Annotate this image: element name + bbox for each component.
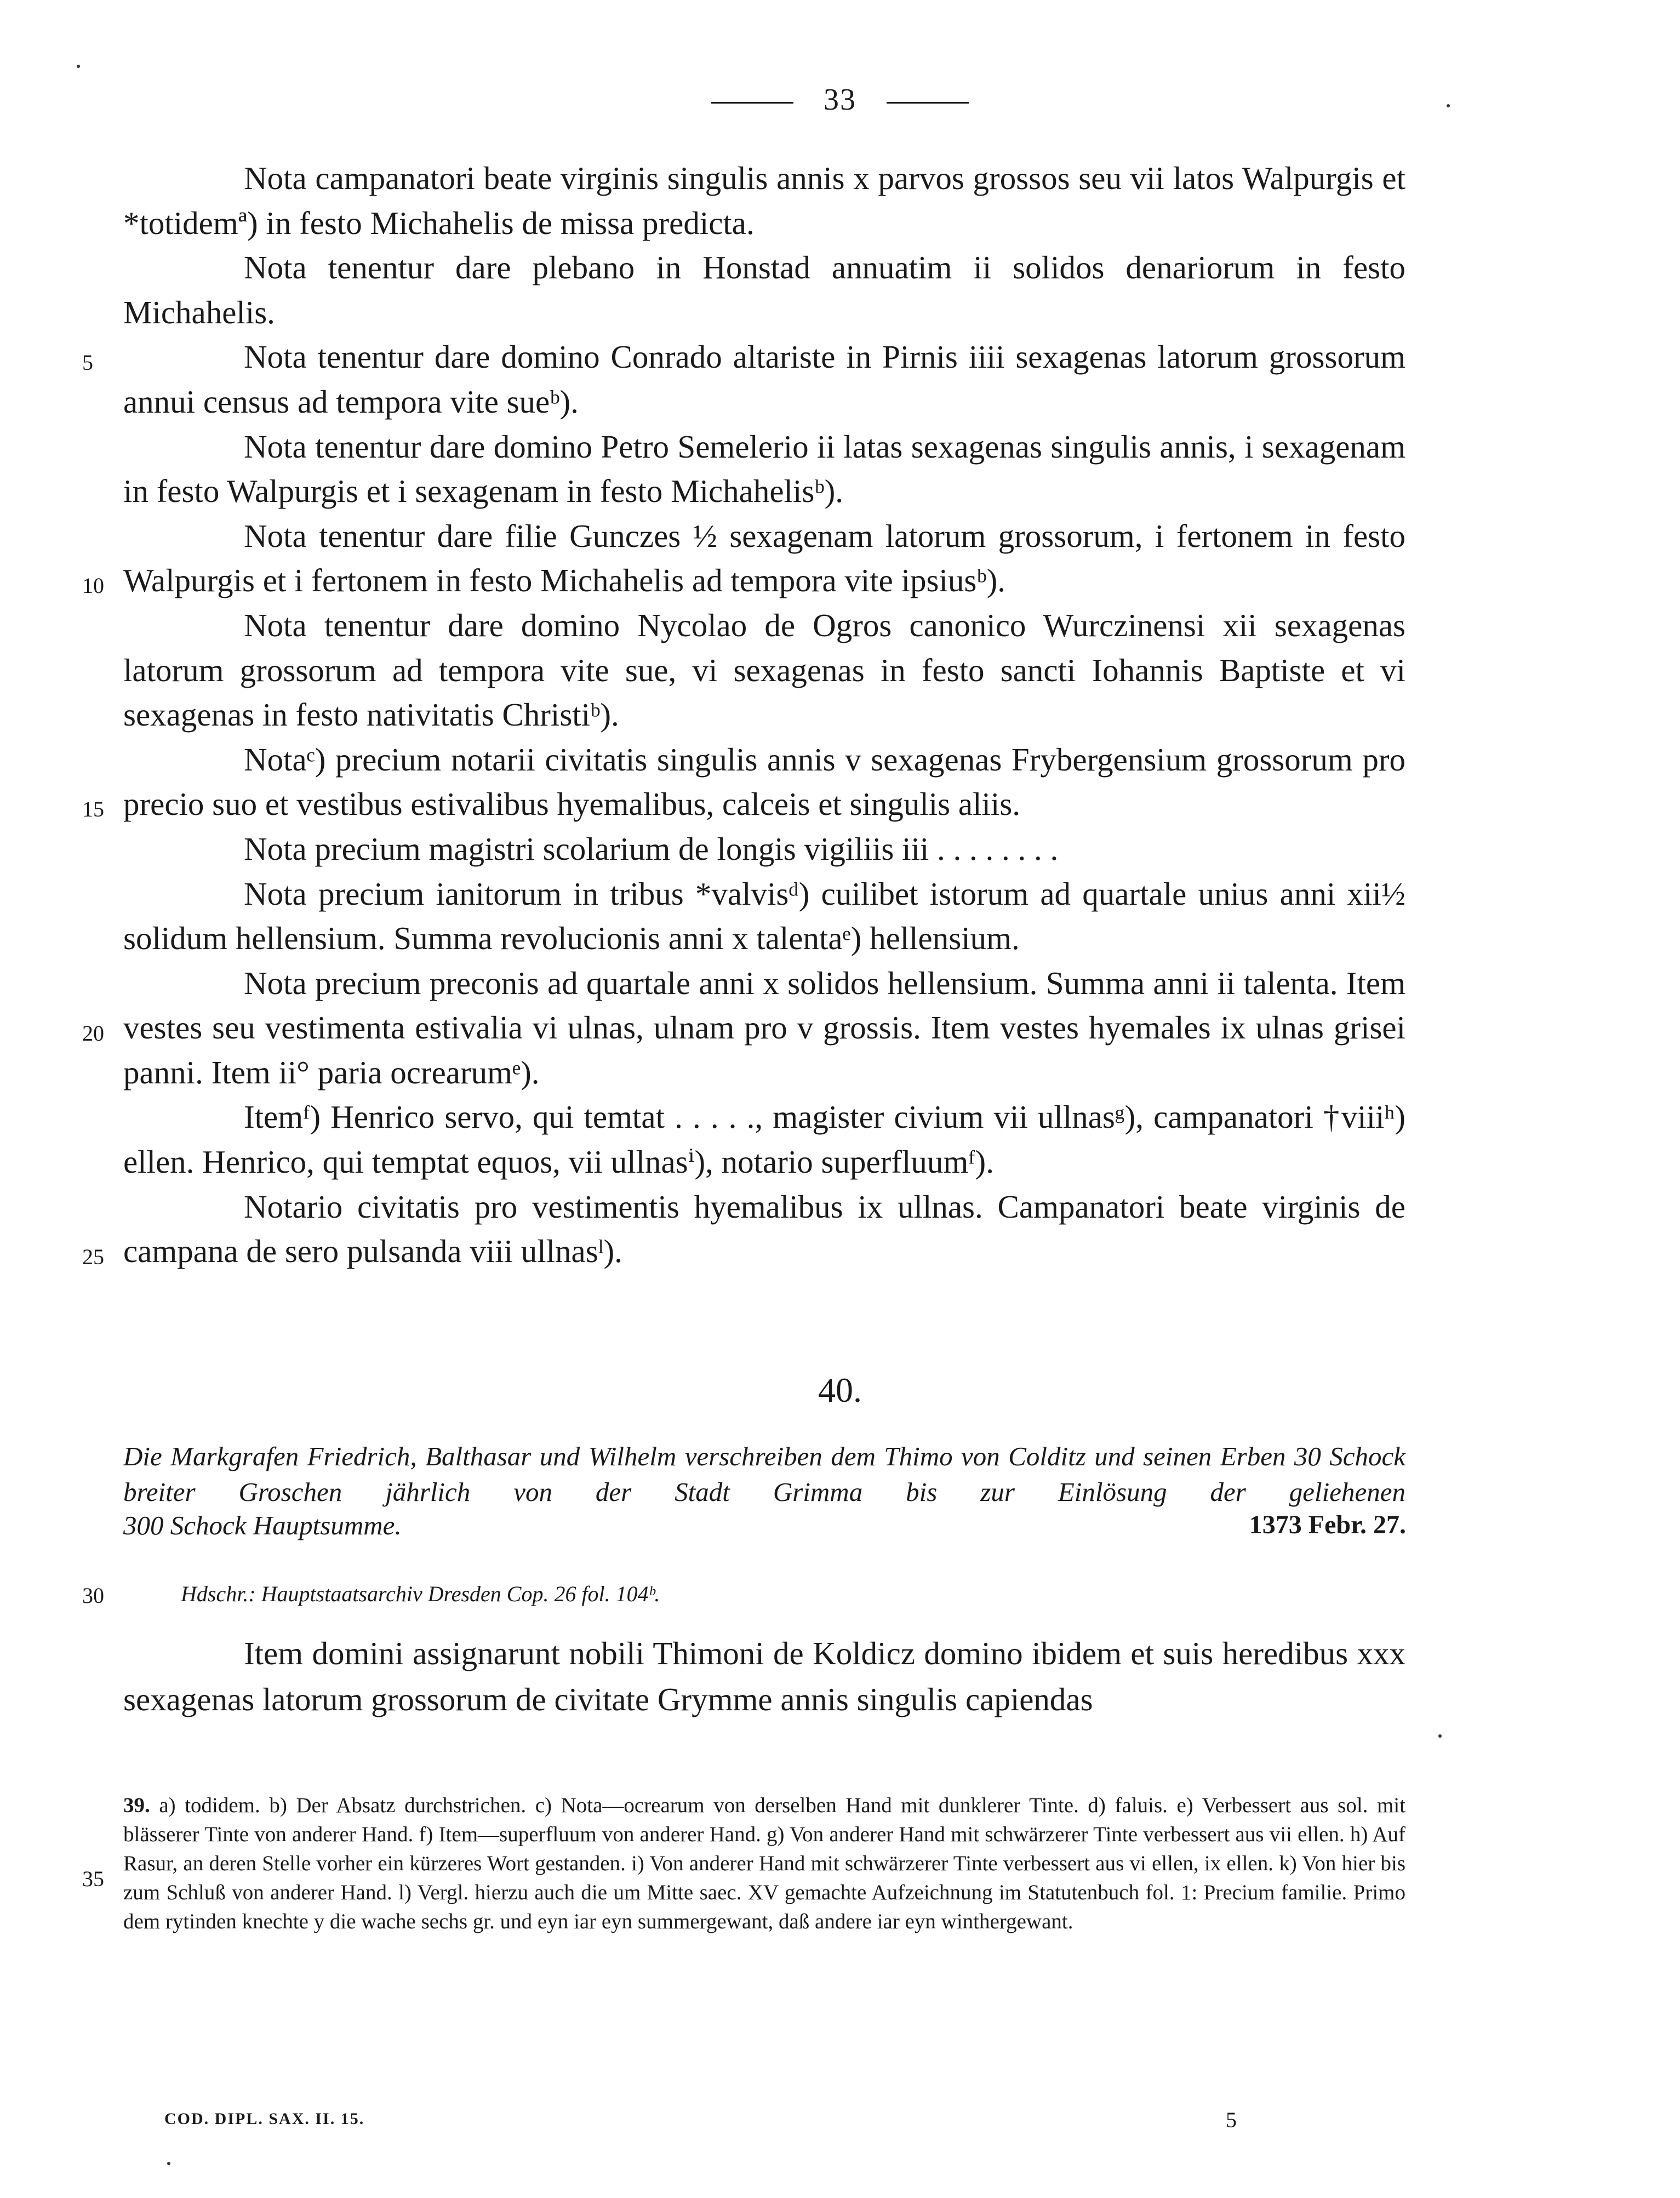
paper-speck [77,65,80,68]
regest-last-line: 300 Schock Hauptsumme. [123,1510,402,1540]
paper-speck [1438,1734,1442,1738]
paragraph: Nota precium magistri scolarium de longis vigiliis iii . . . . . . . . [244,830,1059,867]
paragraph: Nota tenentur dare domino Conrado altariste in Pirnis iiii sexagenas latorum grossorum annui census ad tempora vite sueᵇ). [123,339,1405,420]
paragraph: Nota tenentur dare domino Petro Semelerio ii latas sexagenas singulis annis, i sexagenam in festo Walpurgis et i sexagenam in festo Michahelisᵇ). [123,428,1405,510]
sheet-number: 5 [1226,2108,1237,2132]
line-number: 5 [82,350,93,375]
main-text [123,156,1405,1274]
footnote-body: a) todidem. b) Der Absatz durchstrichen. c) Nota—ocrearum von derselben Hand mit dunklerer Tinte. d) faluis. e) Verbessert aus sol. mit blässerer Tinte von anderer Hand. f) Item—superfluum von anderer Hand. g) Von anderer Hand mit schwärzerer Tinte verbessert aus vii ellen. h) Auf Rasur, an deren Stelle vorher ein kürzeres Wort gestanden. i) Von anderer Hand mit schwärzerer Tinte verbessert aus vi ellen, ix ellen. k) Von hier bis zum Schluß von anderer Hand. l) Vergl. hierzu auch die um Mitte saec. XV gemachte Aufzeichnung im Statutenbuch fol. 1: Precium familie. Primo dem rytinden knechte y die wache sechs gr. und eyn iar eyn summergewant, daß andere iar eyn winthergewant. [123,1794,1406,1933]
line-number: 35 [82,1866,104,1891]
page-number: 33 [0,82,1680,117]
footnote-head: 39. [123,1794,150,1817]
footnotes [123,1791,1405,1936]
paragraph: Nota precium ianitorum in tribus *valvisᵈ) cuilibet istorum ad quartale unius anni xii½ solidum hellensium. Summa revolucionis anni x talentaᵉ) hellensium. [123,875,1405,957]
line-number: 25 [82,1244,104,1269]
paragraph: Notaᶜ) precium notarii civitatis singulis annis v sexagenas Frybergensium grossorum pro precio suo et vestibus estivalibus hyemalibus, calceis et singulis aliis. [123,741,1405,823]
paragraph: Nota precium preconis ad quartale anni x solidos hellensium. Summa anni ii talenta. Item vestes seu vestimenta estivalia vi ulnas, ulnam pro v grossis. Item vestes hyemales ix ulnas grisei panni. Item ii° paria ocrearumᵉ). [123,964,1405,1091]
paper-speck [167,2162,170,2165]
regest-date: 1373 Febr. 27. [1249,1510,1406,1539]
document-text [123,1630,1405,1722]
paragraph: Itemᶠ) Henrico servo, qui temtat . . . . ., magister civium vii ullnasᵍ), campanatori †viiiʰ) ellen. Henrico, qui temptat equos, vii ullnasⁱ), notario superfluumᶠ). [123,1099,1405,1180]
left-rule [711,102,793,104]
line-number: 20 [82,1021,104,1046]
signature-mark: COD. DIPL. SAX. II. 15. [164,2110,365,2128]
paragraph: Nota tenentur dare filie Gunczes ½ sexagenam latorum grossorum, i fertonem in festo Walpurgis et i fertonem in festo Michahelis ad tempora vite ipsiusᵇ). [123,517,1405,599]
source-reference: Hdschr.: Hauptstaatsarchiv Dresden Cop. 26 fol. 104ᵇ. [181,1582,660,1606]
paragraph: Nota tenentur dare plebano in Honstad annuatim ii solidos denariorum in festo Michahelis. [123,249,1405,330]
paragraph: Nota campanatori beate virginis singulis annis x parvos grossos seu vii latos Walpurgis et *totidemª) in festo Michahelis de missa predicta. [123,160,1405,241]
footnote-text [123,1791,1405,1936]
line-number: 15 [82,797,104,821]
paper-speck [1447,104,1450,107]
line-number: 30 [82,1583,104,1608]
paragraph: Item domini assignarunt nobili Thimoni de Koldicz domino ibidem et suis heredibus xxx sexagenas latorum grossorum de civitate Grymme annis singulis capiendas [123,1635,1405,1717]
paragraph: Notario civitatis pro vestimentis hyemalibus ix ullnas. Campanatori beate virginis de campana de sero pulsanda viii ullnasˡ). [123,1188,1405,1270]
paragraph: Nota tenentur dare domino Nycolao de Ogros canonico Wurczinensi xii sexagenas latorum grossorum ad tempora vite sue, vi sexagenas in festo sancti Iohannis Baptiste et vi sexagenas in festo nativitatis Christiᵇ). [123,607,1405,733]
document-number: 40. [818,1371,862,1409]
line-number: 10 [82,573,104,598]
right-rule [887,102,969,104]
regest: Die Markgrafen Friedrich, Balthasar und Wilhelm verschreiben dem Thimo von Colditz und seinen Erben 30 Schock breiter Groschen jährlich von der Stadt Grimma bis zur Einlösung der geliehenen [123,1441,1405,1507]
